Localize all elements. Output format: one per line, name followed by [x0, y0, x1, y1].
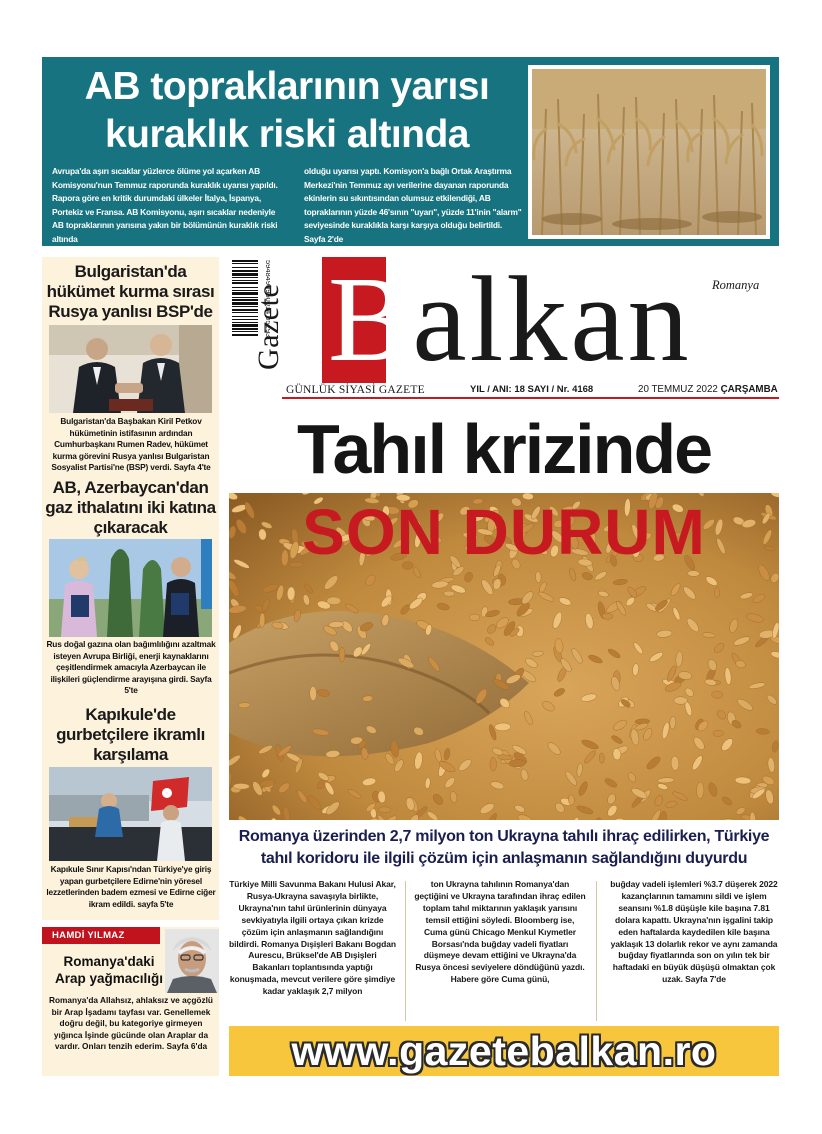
weekday-text: ÇARŞAMBA: [720, 384, 778, 395]
article-text: buğday vadeli işlemleri %3.7 düşerek 2022 kazançlarının tamamını sildi ve işlem seansını %1.8 düşüşle kile başına 7.81 dolara kapattı. Ukrayna'nın işgalini takip eden haftalarda kaydedilen kile başına yaklaşık 13 dolarlık rekor ve aynı zamanda buğday fiyatlarında son on yılın tek bir haftadaki en büyük düşüşü olmaktan çok uzak.: [610, 879, 778, 985]
column-body: Allahsız, ahlaksız ve açgözlü bir Arap İşadamı tayfası var. Genellemek doğru değil, bu kategoriye girmeyen yığınca İşinde gücünde olan Araplar da vardır. Onları tenzih ederim.: [51, 995, 213, 1052]
story-body: doğal gazına olan bağımlılığını azaltmak isteyen Avrupa Birliği, enerji kaynaklarını çeşitlendirmek amacıyla Azerbaycan ile ilişkileri güçlendirme arayışına girdi.: [50, 639, 216, 684]
column-divider: [405, 881, 406, 1021]
grain-kernel: [696, 782, 704, 799]
page-reference[interactable]: sayfa 5'te: [137, 898, 174, 909]
top-story-banner: [42, 57, 779, 246]
article-text: Milli Savunma Bakanı Hulusi Akar, Rusya-Ukrayna savaşıyla birlikte, Ukrayna'nın tahıl ürünlerinin dünyaya sevkiyatıyla ilgili ortaya çıkan krizde çözüm için anlaşmanın sağlandığını bildirdi. Romanya Dışişleri Bakanı Bogdan Aurescu, Brüksel'de AB Dışişleri Bakanları toplantısında yaptığı konuşmada, mevcut verilere göre şimdiye kadar yaklaşık 2,7 milyon: [229, 879, 396, 997]
grain-kernel: [327, 597, 341, 605]
lead-word: Rus: [46, 639, 62, 649]
lead-word: Türkiye: [229, 879, 259, 889]
main-headline[interactable]: Tahıl krizinde: [296, 410, 712, 488]
top-story-text-column: Avrupa'da aşırı sıcaklar yüzlerce ölüme yol açarken AB Komisyonu'nun Temmuz raporunda kuraklık uyarısı yapıldı. Rapora göre en kritik durumdaki ülkeler İtalya, İspanya, Portekiz ve Fransa. AB Komisyonu, aşırı sıcaklar nedeniyle AB topraklarının yarısına yakın bir bölümünün kuraklık riski altında: [52, 166, 278, 244]
grain-kernel: [443, 591, 454, 596]
lead-word: Romanya'da: [49, 995, 99, 1005]
masthead-rule: [282, 397, 779, 399]
top-story-text-column: olduğu uyarısı yaptı. Komisyon'a bağlı Ortak Araştırma Merkezi'nin Temmuz ayı verilerine dayanan raporunda ekinlerin su sıkıntısından olumsuz etkilendiği, AB topraklarının yüzde 46'sının "uyarı", yüzde 11'inin "alarm" seviyesinde kuraklıkla karşı karşıya olduğu belirtildi. Sayfa 2'de: [304, 166, 522, 244]
politicians-handshake-photo[interactable]: [49, 325, 212, 413]
masthead-edition: Romanya: [712, 278, 760, 292]
drought-field-photo[interactable]: [528, 65, 770, 239]
sidebar: [42, 257, 219, 920]
article-column: [229, 879, 396, 998]
grain-kernel: [713, 730, 724, 737]
sidebar-story-text: [46, 416, 216, 474]
top-story-headline[interactable]: [48, 63, 526, 159]
sidebar-story-text: [46, 864, 216, 910]
issue-number: YIL / ANI: 18 SAYI / Nr. 4168: [470, 384, 594, 395]
grain-kernel: [599, 753, 605, 764]
grain-kernel: [238, 702, 250, 708]
columnist-name-tag[interactable]: HAMDİ YILMAZ: [42, 927, 160, 944]
page-reference[interactable]: Sayfa 5'te: [124, 673, 212, 696]
lead-word: Kapıkule: [50, 864, 85, 874]
story-body: Başbakan Kiril Petkov hükümetinin istifasının ardından Cumhurbaşkanı Rumen Radev, hükümet kurma görevini Rusya yanlısı Bulgaristan Sosyalist Partisi'ne (BSP) verdi.: [51, 416, 210, 473]
grain-kernel: [490, 757, 497, 771]
barcode-number: 5948490950014 05293: [264, 260, 270, 338]
masthead-tagline: GÜNLÜK SİYASİ GAZETE: [286, 384, 425, 396]
headline-line: kuraklık riski altında: [104, 113, 469, 156]
sidebar-story-headline[interactable]: Bulgaristan'da hükümet kurma sırası Rusya yanlısı BSP'de: [46, 262, 215, 321]
sidebar-story-text: [46, 639, 216, 697]
logo-initial: B: [328, 252, 413, 387]
grain-kernel: [535, 571, 541, 583]
masthead-logo[interactable]: [328, 252, 692, 387]
column-excerpt: [48, 995, 214, 1053]
border-welcome-photo[interactable]: [49, 767, 212, 861]
issue-date: [638, 384, 778, 395]
lead-word: Bulgaristan'da: [60, 416, 116, 426]
main-subheadline: Romanya üzerinden 2,7 milyon ton Ukrayna tahılı ihraç edilirken, Türkiye tahıl koridoru ile ilgili çözüm için anlaşmanın sağlandığını duyurdu: [238, 828, 770, 867]
grain-kernel: [469, 614, 480, 621]
agreement-signing-photo[interactable]: [49, 539, 212, 637]
grain-kernel: [233, 783, 249, 789]
date-text: 20 TEMMUZ 2022: [638, 384, 718, 395]
article-column: ton Ukrayna tahılının Romanya'dan geçtiğini ve Ukrayna tarafından ihraç edilen toplam tahıl miktarının yaklaşık yarısını temsil ettiğini söyledi. Bloomberg ise, Cuma günü Chicago Menkul Kıymetler Borsası'nda buğday vadeli fiyatları düşmeye devam ettiğini ve Ukrayna'da Rusya öncesi seviyelere döndüğünü yazdı. Habere göre Cuma günü,: [414, 879, 586, 985]
sidebar-story-headline[interactable]: Kapıkule'de gurbetçilere ikramlı karşılama: [56, 705, 205, 764]
page-reference[interactable]: Sayfa 7'de: [685, 974, 726, 985]
page-reference[interactable]: Sayfa 4'te: [173, 462, 211, 473]
grain-kernel: [378, 807, 391, 813]
grain-kernel: [714, 587, 719, 598]
grain-kernel: [339, 647, 345, 662]
masthead-gazete: Gazete: [252, 283, 285, 370]
article-column: [606, 879, 782, 986]
sidebar-story-headline[interactable]: AB, Azerbaycan'dan gaz ithalatını iki katına çıkaracak: [45, 478, 216, 537]
page-reference[interactable]: Sayfa 6'da: [166, 1041, 208, 1052]
columnist-portrait[interactable]: [165, 929, 219, 993]
columnist-box: [42, 927, 219, 1076]
website-url[interactable]: www.gazetebalkan.ro: [291, 1028, 717, 1074]
story-body: Sınır Kapısı'ndan Türkiye'ye giriş yapan gurbetçilere Edirne'nin yöresel lezzetlerinden badem ezmesi ve Edirne ciğer ikram edildi.: [46, 864, 216, 909]
column-title[interactable]: Romanya'daki Arap yağmacılığı: [54, 954, 164, 986]
column-divider: [596, 881, 597, 1021]
main-overlay-headline: SON DURUM: [302, 496, 706, 568]
grain-kernel: [568, 795, 575, 806]
headline-line: AB topraklarının yarısı: [84, 65, 490, 108]
website-banner[interactable]: [229, 1026, 779, 1076]
logo-rest: alkan: [412, 252, 692, 387]
grain-kernel: [310, 686, 317, 701]
